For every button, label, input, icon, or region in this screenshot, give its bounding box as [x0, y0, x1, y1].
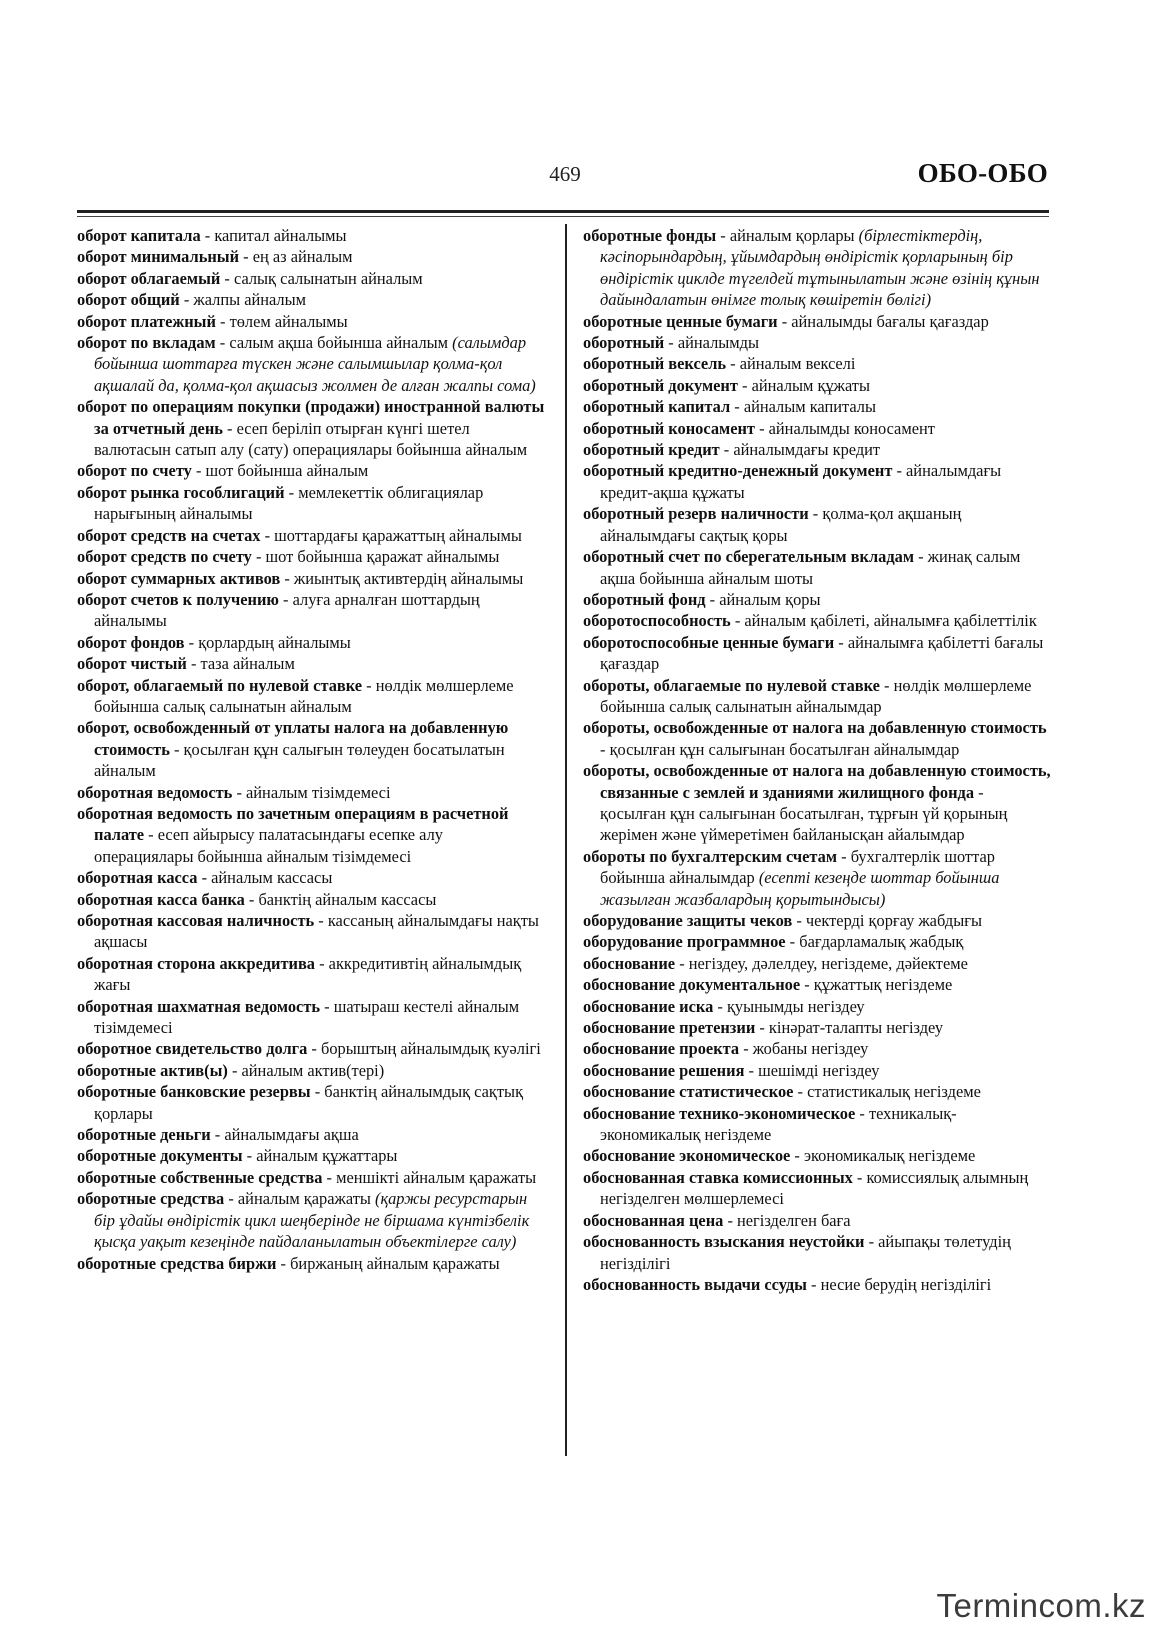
dictionary-entry	[77, 1060, 545, 1081]
entry-definition: бухгалтерлік шоттар бойынша айналымдар	[600, 846, 995, 888]
dictionary-entry	[583, 225, 1051, 311]
entry-definition: айналымды коносамент	[768, 418, 935, 438]
entry-definition: техникалық-экономикалық негіздеме	[600, 1103, 957, 1145]
entry-term: оборот счетов к получению	[77, 589, 279, 609]
entry-definition: айналым құжаттары	[256, 1146, 398, 1166]
entry-definition: айналымды бағалы қағаздар	[791, 311, 989, 331]
dictionary-entry	[77, 996, 545, 1039]
dictionary-entry	[77, 546, 545, 567]
dictionary-entry	[77, 953, 545, 996]
entry-separator: -	[855, 1103, 869, 1123]
entry-separator: -	[675, 953, 689, 973]
entry-separator: -	[739, 1039, 753, 1059]
entry-note: (есепті кезеңде шоттар бойынша жазылған жазбалардың қорытындысы)	[600, 868, 1000, 909]
entry-separator: -	[210, 1125, 225, 1145]
entry-separator: -	[716, 226, 730, 245]
dictionary-entry	[583, 931, 1051, 952]
entry-term: оборотные актив(ы)	[77, 1060, 228, 1080]
entry-note: (бірлестіктердің, кәсіпорындардың, ұйымдардың өндірістік қорларының бір өндірістік циклде түгелдей тұтынылатын және өзінің құнын дайындалатын өнімге толық көшіретін бөлігі)	[600, 226, 1040, 310]
entry-term: обоснованная ставка комиссионных	[583, 1167, 853, 1187]
entry-definition: қорлардың айналымы	[198, 632, 351, 652]
entry-separator: -	[892, 461, 907, 481]
entry-term: оборотная шахматная ведомость	[77, 996, 321, 1016]
entry-term: обоснование претензии	[583, 1018, 756, 1038]
dictionary-entry	[77, 1038, 545, 1059]
entry-separator: -	[754, 418, 769, 438]
entry-definition: жобаны негіздеу	[752, 1039, 869, 1059]
entry-definition: жиынтық активтердің айналымы	[293, 568, 524, 588]
dictionary-entry	[583, 1038, 1051, 1059]
entry-separator: -	[184, 632, 199, 652]
entry-term: обоснование проекта	[583, 1039, 740, 1059]
entry-definition: капитал айналымы	[214, 226, 347, 245]
entry-term: оборот общий	[77, 290, 180, 310]
entry-definition: айналымды	[677, 333, 760, 353]
entry-separator: -	[974, 782, 984, 802]
entry-separator: -	[737, 375, 752, 395]
dictionary-entry	[583, 460, 1051, 503]
dictionary-entry	[77, 225, 545, 246]
dictionary-entry	[583, 546, 1051, 589]
entry-term: оборот средств по счету	[77, 547, 252, 567]
entry-definition: нөлдік мөлшерлеме бойынша салық салынатын айналым	[94, 675, 514, 716]
entry-definition: айналым актив(тері)	[241, 1060, 385, 1080]
entry-definition: статистикалық негіздеме	[807, 1082, 981, 1102]
entry-definition: мемлекеттік облигациялар нарығының айналымы	[94, 482, 484, 524]
dictionary-entry	[77, 803, 545, 867]
dictionary-entry	[77, 782, 545, 803]
entry-term: оборотные фонды	[583, 226, 717, 245]
entry-definition: кассаның айналымдағы нақты ақшасы	[94, 911, 539, 952]
dictionary-entry	[77, 632, 545, 653]
entry-definition: қуынымды негіздеу	[726, 996, 865, 1016]
entry-separator: -	[179, 290, 194, 310]
entry-separator: -	[879, 675, 894, 695]
entry-term: оборот платежный	[77, 311, 216, 331]
entry-definition: негіздеу, дәлелдеу, негіздеме, дәйектеме	[688, 953, 968, 973]
entry-term: оборот по вкладам	[77, 333, 216, 353]
entry-definition: айналым вексeлі	[739, 354, 856, 374]
dictionary-entry	[583, 675, 1051, 718]
entry-term: оборотный кредит	[583, 440, 720, 460]
entry-definition: айыпақы төлетудің негізділігі	[600, 1232, 1011, 1273]
entry-separator: -	[730, 611, 745, 631]
entry-term: оборот, облагаемый по нулевой ставке	[77, 675, 363, 695]
entry-separator: -	[744, 1060, 759, 1080]
entry-term: оборотные средства	[77, 1189, 225, 1209]
dictionary-entry	[583, 910, 1051, 931]
entry-term: оборот чистый	[77, 654, 187, 674]
entry-term: оборотный коносамент	[583, 418, 755, 438]
entry-separator: -	[719, 440, 734, 460]
dictionary-entry	[583, 418, 1051, 439]
entry-separator: -	[705, 589, 720, 609]
entry-definition: биржаның айналым қаражаты	[290, 1253, 500, 1273]
entry-definition: алуға арналған шоттардың айналымы	[94, 589, 480, 631]
entry-separator: -	[224, 1189, 238, 1209]
entry-definition: айналым қоры	[719, 589, 821, 609]
entry-separator: -	[222, 418, 237, 438]
entry-separator: -	[220, 268, 234, 288]
dictionary-entry	[583, 1145, 1051, 1166]
entry-term: обоснованная цена	[583, 1210, 724, 1230]
entry-definition: борыштың айналымдық куәлігі	[320, 1039, 541, 1059]
entry-term: оборудование программное	[583, 932, 786, 952]
entry-separator: -	[280, 568, 294, 588]
entry-separator: -	[278, 589, 293, 609]
entry-term: оборот капитала	[77, 226, 201, 245]
entry-definition: шот бойынша айналым	[205, 461, 369, 481]
entry-definition: шот бойынша қаражат айналымы	[265, 547, 500, 567]
dictionary-entry	[77, 268, 545, 289]
entry-separator: -	[215, 311, 230, 331]
entry-term: обороты, облагаемые по нулевой ставке	[583, 675, 880, 695]
entry-definition: комиссиялық алымның негізделген мөлшерлемесі	[600, 1167, 1029, 1209]
entry-separator: -	[837, 846, 851, 866]
left-column	[77, 225, 545, 1274]
entry-term: обоснование технико-экономическое	[583, 1103, 856, 1123]
entry-term: оборотные банковские резервы	[77, 1082, 311, 1102]
entry-definition: шешімді негіздеу	[758, 1060, 880, 1080]
entry-separator: -	[852, 1167, 867, 1187]
entry-definition: есеп беріліп отырған күнгі шетел валютасын сатып алу (сату) операциялары бойынша айналым	[94, 418, 528, 460]
dictionary-entry	[583, 1274, 1051, 1295]
entry-definition: құжаттық негіздеме	[813, 975, 953, 995]
entry-definition: нөлдік мөлшерлеме бойынша салық салынатын айналымдар	[600, 675, 1032, 716]
dictionary-entry	[583, 332, 1051, 353]
entry-separator: -	[793, 1082, 808, 1102]
entry-definition: шоттардағы қаражаттың айналымы	[274, 525, 522, 545]
dictionary-entry	[583, 1103, 1051, 1146]
entry-term: обороты по бухгалтерским счетам	[583, 846, 838, 866]
dictionary-entry	[77, 1145, 545, 1166]
dictionary-entry	[583, 760, 1051, 846]
entry-term: обоснование экономическое	[583, 1146, 791, 1166]
entry-term: оборотная ведомость	[77, 782, 233, 802]
entry-separator: -	[322, 1167, 337, 1187]
entry-separator: -	[600, 739, 610, 759]
entry-definition: салым ақша бойынша айналым	[229, 333, 449, 353]
entry-term: оборотоспособность	[583, 611, 731, 631]
entry-term: оборотный счет по сберегательным вкладам	[583, 547, 915, 567]
entry-separator: -	[664, 333, 678, 353]
header-rule-thick	[77, 210, 1049, 213]
entry-definition: айналым қабілеті, айналымға қабілеттілік	[744, 611, 1037, 631]
dictionary-entry	[77, 311, 545, 332]
entry-term: обоснование	[583, 953, 676, 973]
entry-definition: жалпы айналым	[193, 290, 306, 310]
entry-term: обоснование документальное	[583, 975, 801, 995]
entry-definition: қосылған құн салығынан босатылған, тұрғын үй қорының жерімен және үймеретімен байланысқан айалымдар	[600, 803, 1008, 845]
entry-separator: -	[723, 1210, 737, 1230]
column-divider	[565, 224, 567, 1456]
entry-definition: экономикалық негіздеме	[803, 1146, 976, 1166]
entry-term: обоснованность взыскания неустойки	[583, 1232, 865, 1252]
entry-term: обоснование статистическое	[583, 1082, 794, 1102]
entry-definition: жинақ салым ақша бойынша айналым шоты	[600, 547, 1021, 588]
entry-separator: -	[755, 1018, 769, 1038]
entry-term: обороты, освобожденные от налога на добавленную стоимость, связанные с землей и зданиями жилищного фонда	[583, 761, 1051, 802]
entry-term: оборотный	[583, 333, 665, 353]
entry-term: оборотное свидетельство долга	[77, 1039, 308, 1059]
entry-term: обоснованность выдачи ссуды	[583, 1274, 807, 1294]
entry-definition: айналым кассасы	[211, 868, 333, 888]
entry-term: оборотный документ	[583, 375, 738, 395]
entry-separator: -	[260, 525, 275, 545]
entry-definition: айналым қорлары	[729, 226, 855, 245]
entry-separator: -	[834, 632, 848, 652]
entry-term: оборот облагаемый	[77, 268, 221, 288]
entry-term: оборотные ценные бумаги	[583, 311, 778, 331]
entry-separator: -	[197, 868, 212, 888]
entry-separator: -	[242, 1146, 257, 1166]
entry-term: оборотная кассовая наличность	[77, 911, 315, 930]
entry-term: оборотный резерв наличности	[583, 504, 809, 524]
entry-definition: шатыраш кестелі айналым тізімдемесі	[94, 996, 520, 1038]
entry-separator: -	[320, 996, 334, 1016]
entry-definition: қосылған құн салығын төлеуден босатылатын айналым	[94, 739, 505, 781]
dictionary-entry	[77, 568, 545, 589]
entry-separator: -	[806, 1274, 821, 1294]
dictionary-entry	[583, 1210, 1051, 1231]
entry-definition: қолма-қол ақшаның айналымдағы сақтық қоры	[600, 504, 962, 545]
entry-separator: -	[310, 1082, 325, 1102]
entry-separator: -	[191, 461, 206, 481]
entry-definition: меншікті айналым қаражаты	[336, 1167, 537, 1187]
entry-term: обоснование иска	[583, 996, 714, 1016]
entry-separator: -	[362, 675, 376, 695]
dictionary-entry	[77, 717, 545, 781]
page-number: 469	[549, 162, 581, 186]
entry-term: оборотная сторона аккредитива	[77, 953, 316, 973]
dictionary-entry	[77, 482, 545, 525]
entry-note: (қаржы ресурстарын бір ұдайы өндірістік цикл шеңберінде не біршама күнтізбелік қысқа уақыт кезеңінде пайдаланылатын объектілерге салу)	[94, 1189, 530, 1252]
entry-term: оборотный вексель	[583, 354, 727, 374]
entry-separator: -	[307, 1039, 321, 1059]
entry-definition: ең аз айналым	[252, 247, 353, 267]
dictionary-entry	[77, 396, 545, 460]
entry-term: оборотный кредитно-денежный документ	[583, 461, 893, 481]
dictionary-entry	[77, 525, 545, 546]
entry-separator: -	[251, 547, 266, 567]
dictionary-entry	[583, 439, 1051, 460]
entry-term: оборот рынка гособлигаций	[77, 482, 285, 502]
entry-separator: -	[790, 1146, 804, 1166]
entry-definition: қосылған құн салығынан босатылған айналымдар	[609, 739, 960, 759]
entry-definition: есеп айырысу палатасындағы есепке алу операциялары бойынша айналым тізімдемесі	[94, 825, 443, 866]
entry-separator: -	[777, 311, 792, 331]
entry-term: оборот суммарных активов	[77, 568, 281, 588]
entry-separator: -	[800, 975, 814, 995]
dictionary-entry	[77, 675, 545, 718]
logo-text: Termincom.kz	[936, 1587, 1146, 1624]
entry-separator: -	[914, 547, 928, 567]
entry-definition: банктің айналымдық сақтық қорлары	[94, 1082, 524, 1123]
entry-definition: айналым тізімдемесі	[246, 782, 391, 802]
dictionary-entry	[77, 653, 545, 674]
entry-definition: салық салынатын айналым	[233, 268, 423, 288]
dictionary-entry	[583, 375, 1051, 396]
dictionary-entry	[77, 289, 545, 310]
entry-definition: төлем айналымы	[229, 311, 348, 331]
dictionary-entry	[583, 610, 1051, 631]
entry-definition: аккредитивтің айналымдық жағы	[94, 953, 522, 995]
entry-term: оборотные документы	[77, 1146, 243, 1166]
entry-term: оборудование защиты чеков	[583, 911, 793, 930]
dictionary-entry	[77, 1188, 545, 1252]
entry-definition: негізделген баға	[737, 1210, 851, 1230]
entry-term: оборотные собственные средства	[77, 1167, 323, 1187]
dictionary-entry	[583, 1231, 1051, 1274]
entry-separator: -	[792, 911, 806, 930]
entry-separator: -	[276, 1253, 291, 1273]
entry-definition: таза айналым	[200, 654, 295, 674]
dictionary-entry	[583, 589, 1051, 610]
running-head: ОБО-ОБО	[917, 158, 1048, 188]
entry-term: оборотная касса банка	[77, 889, 245, 909]
entry-term: оборот средств на счетах	[77, 525, 261, 545]
entry-definition: айналымға қабілетті бағалы қағаздар	[600, 632, 1044, 674]
dictionary-entry	[77, 867, 545, 888]
entry-separator: -	[864, 1232, 879, 1252]
dictionary-entry	[77, 589, 545, 632]
entry-separator: -	[713, 996, 727, 1016]
entry-separator: -	[808, 504, 823, 524]
header-rule-thin	[77, 216, 1049, 217]
entry-term: оборот по счету	[77, 461, 192, 481]
entry-definition: айналымдағы кредит-ақша құжаты	[600, 461, 1002, 502]
entry-separator: -	[726, 354, 740, 374]
entry-separator: -	[244, 889, 259, 909]
dictionary-entry	[583, 1060, 1051, 1081]
site-logo	[936, 1587, 1146, 1625]
entry-term: оборотоспособные ценные бумаги	[583, 632, 835, 652]
entry-separator: -	[144, 825, 158, 845]
dictionary-entry	[583, 1017, 1051, 1038]
entry-term: оборотные деньги	[77, 1125, 211, 1145]
dictionary-entry	[77, 889, 545, 910]
dictionary-entry	[583, 996, 1051, 1017]
entry-separator: -	[200, 226, 215, 245]
dictionary-entry	[77, 1167, 545, 1188]
dictionary-entry	[583, 632, 1051, 675]
entry-separator: -	[186, 654, 201, 674]
dictionary-entry	[583, 974, 1051, 995]
entry-term: оборотные средства биржи	[77, 1253, 277, 1273]
entry-separator: -	[227, 1060, 242, 1080]
entry-term: оборот по операциям покупки (продажи) иностранной валюты за отчетный день	[77, 397, 545, 438]
dictionary-entry	[583, 953, 1051, 974]
entry-note: (салымдар бойынша шоттарға түскен және салымшылар қолма-қол ақшалай да, қолма-қол ақшасыз жолмен де алған жалпы сома)	[94, 333, 536, 395]
dictionary-entry	[583, 1081, 1051, 1102]
entry-term: оборотный фонд	[583, 589, 706, 609]
entry-definition: айналымдағы кредит	[733, 440, 881, 460]
entry-term: оборот фондов	[77, 632, 185, 652]
entry-term: оборот минимальный	[77, 247, 240, 267]
entry-separator: -	[169, 739, 184, 759]
entry-separator: -	[215, 333, 230, 353]
dictionary-entry	[77, 460, 545, 481]
right-column	[583, 225, 1051, 1295]
entry-term: оборотный капитал	[583, 397, 731, 417]
entry-separator: -	[785, 932, 800, 952]
dictionary-entry	[583, 353, 1051, 374]
entry-definition: айналым капиталы	[743, 397, 877, 417]
dictionary-entry	[77, 1081, 545, 1124]
entry-definition: несие берудің негізділігі	[820, 1274, 992, 1294]
entry-separator: -	[730, 397, 744, 417]
entry-definition: айналым қаражаты	[237, 1189, 371, 1209]
dictionary-entry	[77, 910, 545, 953]
entry-term: обоснование решения	[583, 1060, 745, 1080]
entry-definition: чектерді қорғау жабдығы	[805, 911, 982, 930]
dictionary-entry	[583, 503, 1051, 546]
entry-term: оборотная касса	[77, 868, 198, 888]
dictionary-entry	[583, 717, 1051, 760]
entry-definition: айналымдағы ақша	[224, 1125, 359, 1145]
entry-definition: бағдарламалық жабдық	[799, 932, 964, 952]
dictionary-entry	[583, 846, 1051, 910]
entry-term: оборотная ведомость по зачетным операциям в расчетной палате	[77, 803, 509, 845]
dictionary-entry	[77, 246, 545, 267]
dictionary-entry	[583, 311, 1051, 332]
entry-separator: -	[315, 953, 329, 973]
entry-separator: -	[239, 247, 253, 267]
entry-separator: -	[284, 482, 299, 502]
dictionary-entry	[77, 1124, 545, 1145]
entry-term: оборот, освобожденный от уплаты налога на добавленную стоимость	[77, 718, 509, 759]
entry-definition: кінәрат-талапты негіздеу	[768, 1018, 944, 1038]
dictionary-entry	[77, 332, 545, 396]
entry-separator: -	[232, 782, 246, 802]
entry-term: обороты, освобожденные от налога на добавленную стоимость	[583, 718, 1047, 738]
dictionary-entry	[583, 1167, 1051, 1210]
entry-definition: айналым құжаты	[751, 375, 870, 395]
dictionary-entry	[583, 396, 1051, 417]
dictionary-entry	[77, 1253, 545, 1274]
entry-definition: банктің айналым кассасы	[258, 889, 437, 909]
entry-separator: -	[314, 911, 328, 930]
